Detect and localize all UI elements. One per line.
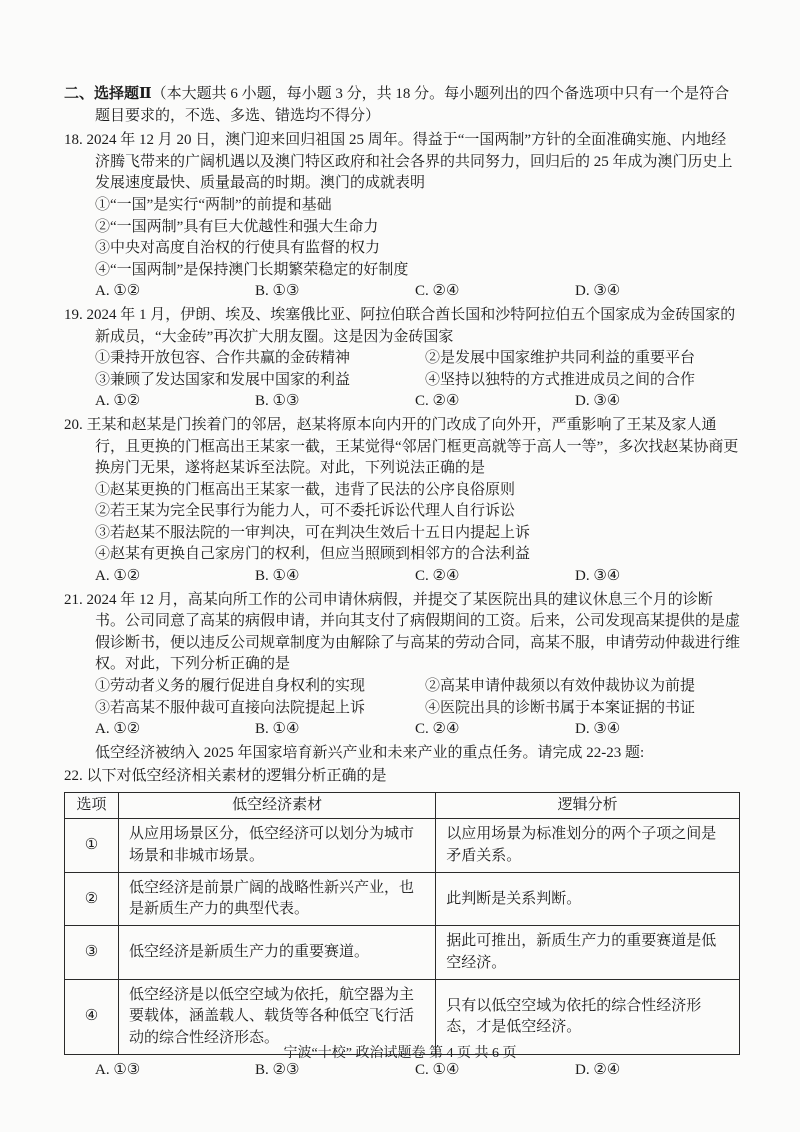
- choice-item: B. ①③: [255, 283, 300, 300]
- choice-item: C. ②④: [415, 568, 460, 585]
- choice-item: B. ①③: [255, 393, 300, 410]
- option-row: [64, 698, 740, 720]
- choice-row: [64, 391, 740, 413]
- option-list: [64, 195, 740, 281]
- material-table: [64, 792, 740, 1055]
- question-number: 20.: [64, 416, 83, 433]
- table-cell-analysis: 此判断是关系判断。: [436, 872, 740, 926]
- section-instructions: （本大题共 6 小题，每小题 3 分，共 18 分。每小题列出的四个备选项中只有一个是符合题目要求的，不选、多选、错选均不得分）: [95, 86, 730, 124]
- option-item: ③兼顾了发达国家和发展中国家的利益: [95, 371, 351, 388]
- option-item: ②高某申请仲裁须以有效仲裁协议为前提: [425, 678, 696, 695]
- question-stem: 以下对低空经济相关素材的逻辑分析正确的是: [86, 768, 387, 785]
- table-cell-option: ④: [65, 980, 119, 1055]
- choice-row: [64, 719, 740, 741]
- question-stem-row: [64, 590, 740, 676]
- choice-item: A. ①②: [95, 568, 141, 585]
- question-18: [64, 130, 740, 303]
- page-footer: 宁波“十校” 政治试题卷 第 4 页 共 6 页: [283, 1045, 517, 1061]
- option-row: [64, 676, 740, 698]
- option-item: ①秉持开放包容、合作共赢的金砖精神: [95, 350, 351, 367]
- option-item: ③若赵某不服法院的一审判决，可在判决生效后十五日内提起上诉: [95, 524, 531, 541]
- question-stem-row: [64, 130, 740, 195]
- table-cell-material: 低空经济是新质生产力的重要赛道。: [119, 926, 436, 980]
- choice-item: A. ①③: [95, 1061, 141, 1078]
- option-item: ④医院出具的诊断书属于本案证据的书证: [425, 699, 696, 716]
- intro-paragraph: 低空经济被纳入 2025 年国家培育新兴产业和未来产业的重点任务。请完成 22-23 题:: [95, 744, 645, 761]
- question-21: [64, 590, 740, 741]
- question-stem: 2024 年 12 月 20 日，澳门迎来回归祖国 25 周年。得益于“一国两制”方针的全面准确实施、内地经济腾飞带来的广阔机遇以及澳门特区政府和社会各界的共同努力，回归后的 25 年成为澳门历史上发展速度最快、质量最高的时期。澳门的成就表明: [86, 132, 733, 192]
- question-stem: 王某和赵某是门挨着门的邻居，赵某将原本向内开的门改成了向外开，严重影响了王某及家人通行，且更换的门框高出王某家一截，王某觉得“邻居门框更高就等于高人一等”，多次找赵某协商更换房门无果，遂将赵某诉至法院。对此，下列说法正确的是: [86, 416, 739, 477]
- option-item: ③中央对高度自治权的行使具有监督的权力: [95, 240, 381, 257]
- option-item: ③若高某不服仲裁可直接向法院提起上诉: [95, 699, 366, 716]
- question-number: 19.: [64, 306, 83, 323]
- table-cell-material: 低空经济是以低空空域为依托，航空器为主要载体，涵盖载人、载货等各种低空飞行活动的综合性经济形态。: [119, 980, 436, 1055]
- question-number: 18.: [64, 132, 83, 149]
- table-header-cell: 低空经济素材: [119, 793, 436, 819]
- choice-item: D. ③④: [575, 283, 621, 300]
- table-cell-material: 从应用场景区分，低空经济可以划分为城市场景和非城市场景。: [119, 819, 436, 873]
- table-cell-analysis: 据此可推出，新质生产力的重要赛道是低空经济。: [436, 926, 740, 980]
- question-stem: 2024 年 12 月，高某向所工作的公司申请休病假，并提交了某医院出具的建议休息三个月的诊断书。公司同意了高某的病假申请，并向其支付了病假期间的工资。后来，公司发现高某提供的是虚假诊断书，便以违反公司规章制度为由解除了与高某的劳动合同，高某不服，申请劳动仲裁进行维权。对此，下列分析正确的是: [86, 591, 741, 673]
- option-item: ④赵某有更换自己家房门的权利，但应当照顾到相邻方的合法利益: [95, 546, 531, 563]
- choice-row: [64, 281, 740, 303]
- table-row: [65, 819, 740, 873]
- section-title: 二、选择题Ⅱ: [64, 86, 152, 102]
- option-list: [64, 480, 740, 566]
- choice-item: D. ③④: [575, 393, 621, 410]
- option-item: ②若王某为完全民事行为能力人，可不委托诉讼代理人自行诉讼: [95, 503, 516, 520]
- option-item: ①劳动者义务的履行促进自身权利的实现: [95, 678, 366, 695]
- option-item: ②“一国两制”具有巨大优越性和强大生命力: [95, 218, 379, 235]
- question-22: [64, 766, 740, 1081]
- option-item: ④坚持以独特的方式推进成员之间的合作: [425, 371, 696, 388]
- question-stem-row: [64, 305, 740, 348]
- table-header-cell: 选项: [65, 793, 119, 819]
- choice-item: D. ②④: [575, 1061, 621, 1078]
- question-20: [64, 415, 740, 588]
- choice-item: B. ①④: [255, 568, 300, 585]
- option-item: ①“一国”是实行“两制”的前提和基础: [95, 196, 332, 213]
- section-header: [64, 84, 740, 127]
- choice-item: C. ②④: [415, 393, 460, 410]
- choice-item: B. ①④: [255, 721, 300, 738]
- table-row: [65, 872, 740, 926]
- table-header-cell: 逻辑分析: [436, 793, 740, 819]
- table-cell-option: ①: [65, 819, 119, 873]
- choice-row: [64, 566, 740, 588]
- choice-item: A. ①②: [95, 283, 141, 300]
- table-cell-option: ②: [65, 872, 119, 926]
- option-item: ①赵某更换的门框高出王某家一截，违背了民法的公序良俗原则: [95, 481, 516, 498]
- choice-item: A. ①②: [95, 393, 141, 410]
- table-cell-material: 低空经济是前景广阔的战略性新兴产业，也是新质生产力的典型代表。: [119, 872, 436, 926]
- choice-item: B. ②③: [255, 1061, 300, 1078]
- choice-item: C. ②④: [415, 721, 460, 738]
- choice-item: C. ①④: [415, 1061, 460, 1078]
- choice-item: C. ②④: [415, 283, 460, 300]
- choice-item: D. ③④: [575, 721, 621, 738]
- table-cell-option: ③: [65, 926, 119, 980]
- question-stem-row: [64, 415, 740, 480]
- table-row: [65, 926, 740, 980]
- option-row: [64, 370, 740, 392]
- option-item: ②是发展中国家维护共同利益的重要平台: [425, 350, 696, 367]
- question-19: [64, 305, 740, 413]
- question-stem-row: [64, 766, 740, 788]
- table-cell-analysis: 以应用场景为标准划分的两个子项之间是矛盾关系。: [436, 819, 740, 873]
- question-number: 21.: [64, 591, 83, 608]
- choice-item: A. ①②: [95, 721, 141, 738]
- table-cell-analysis: 只有以低空空域为依托的综合性经济形态，才是低空经济。: [436, 980, 740, 1055]
- question-stem: 2024 年 1 月，伊朗、埃及、埃塞俄比亚、阿拉伯联合酋长国和沙特阿拉伯五个国家成为金砖国家的新成员，“大金砖”再次扩大朋友圈。这是因为金砖国家: [86, 306, 736, 345]
- question-number: 22.: [64, 768, 83, 785]
- choice-item: D. ③④: [575, 568, 621, 585]
- option-row: [64, 348, 740, 370]
- option-item: ④“一国两制”是保持澳门长期繁荣稳定的好制度: [95, 261, 409, 278]
- table-header-row: [65, 793, 740, 819]
